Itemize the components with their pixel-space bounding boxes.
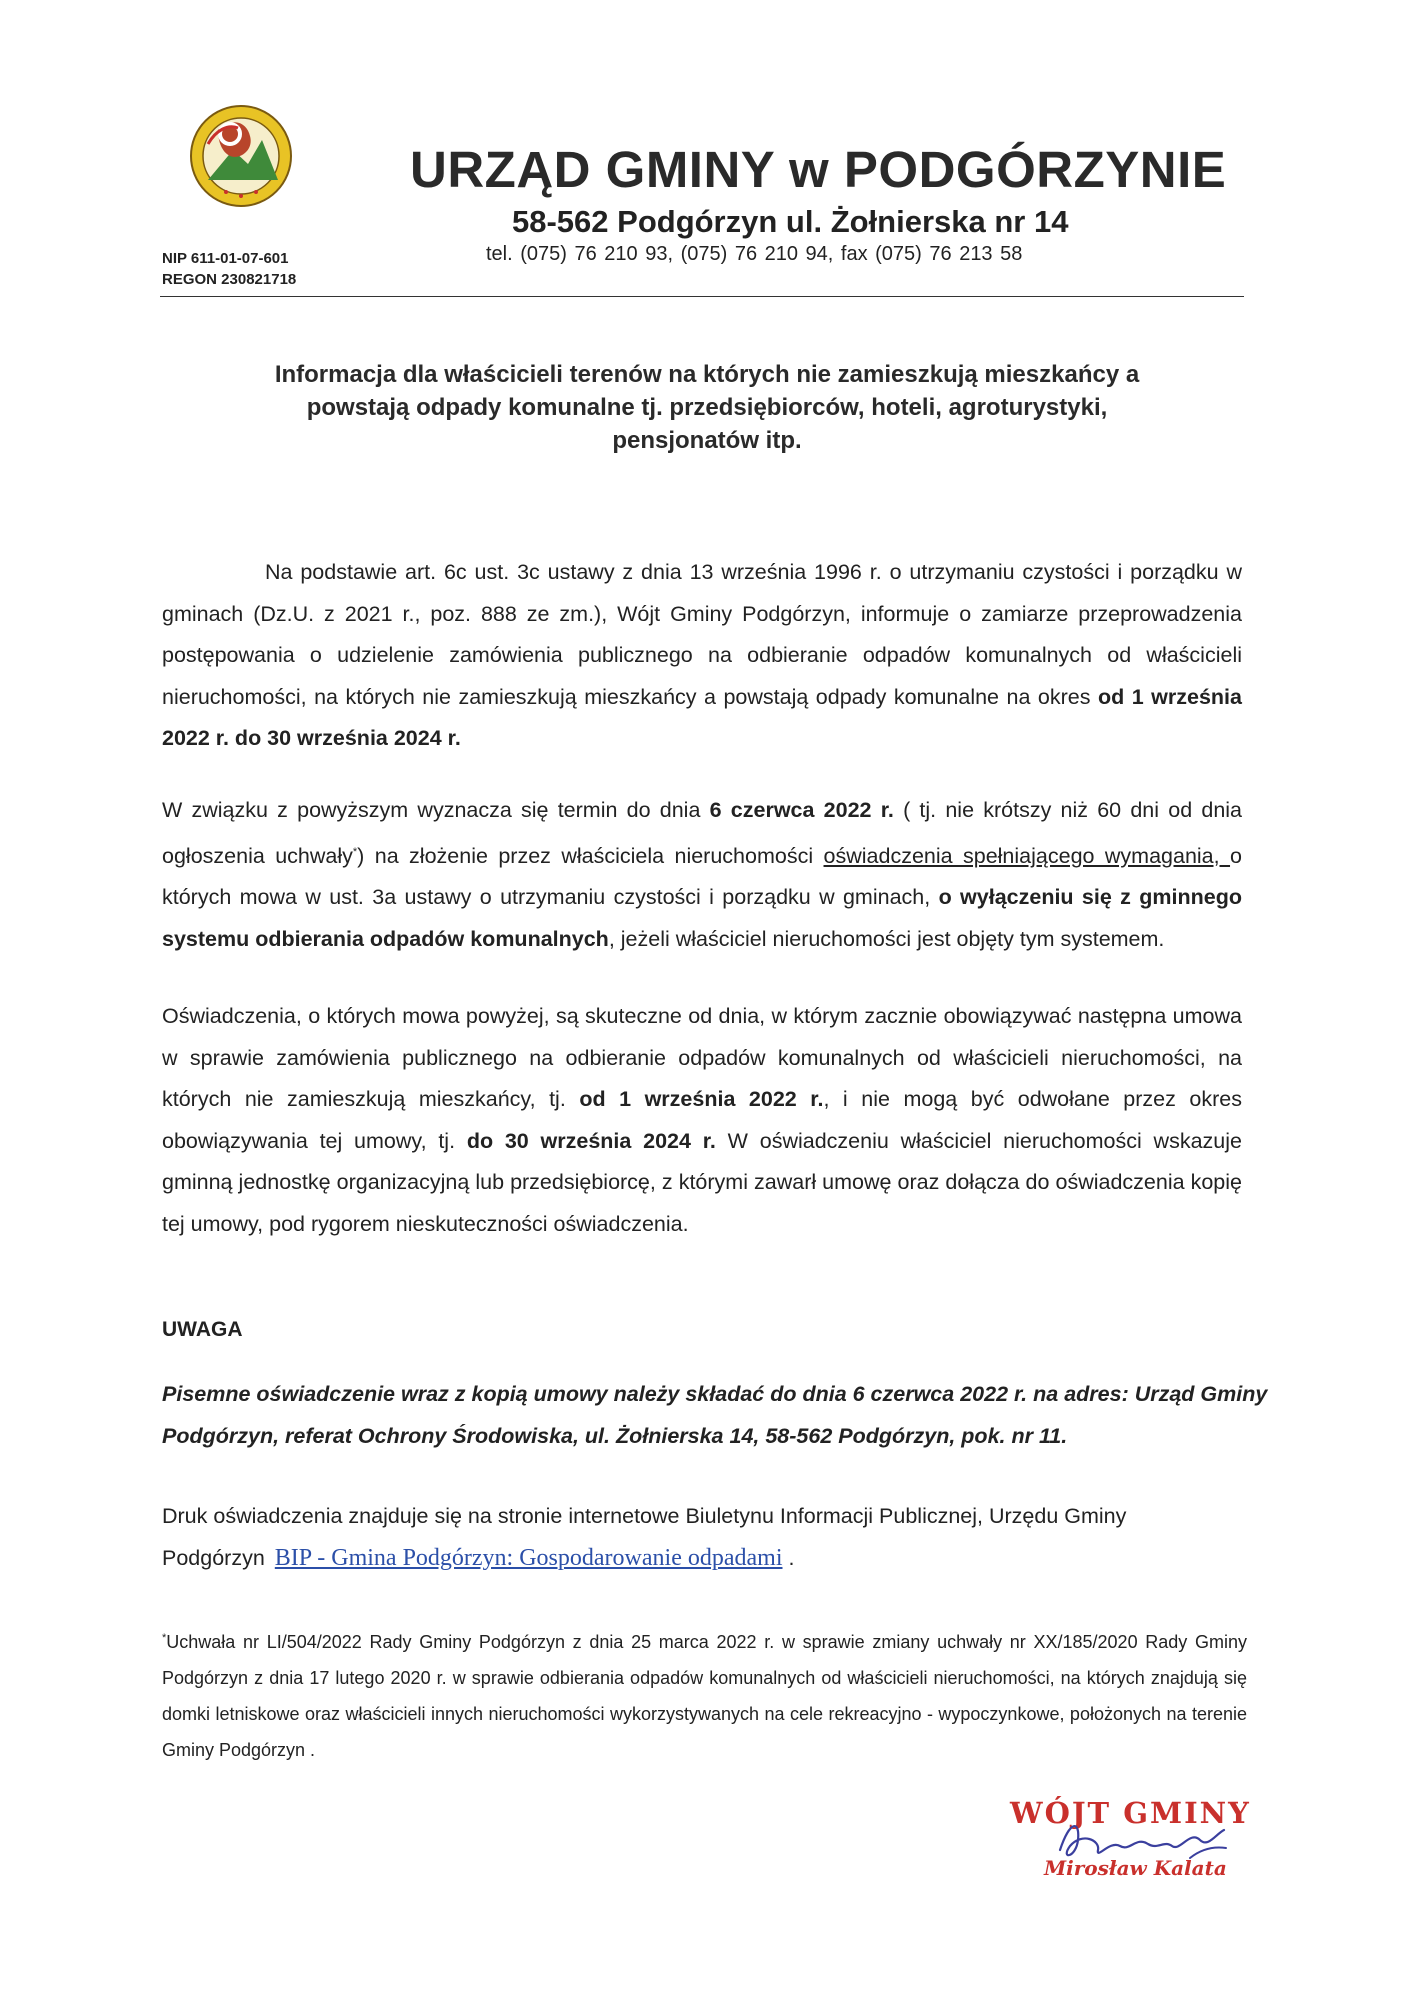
footnote-text: Uchwała nr LI/504/2022 Rady Gminy Podgórzyn z dnia 25 marca 2022 r. w sprawie zmiany uchwały nr XX/185/2020 Rady Gminy Podgórzyn z dnia 17 lutego 2020 r. w sprawie odbierania odpadów komunalnych od właścicieli nieruchomości, na których znajdują się domki letniskowe oraz właścicieli innych nieruchomości wykorzystywanych na cele rekreacyjno - wypoczynkowe, położonych na terenie Gminy Podgórzyn . [162, 1632, 1247, 1760]
office-contacts: tel. (075) 76 210 93, (075) 76 210 94, fax (075) 76 213 58 [486, 243, 1023, 265]
stamp-name: Mirosław Kalata [1044, 1856, 1227, 1880]
paragraph-end: . [788, 1545, 795, 1570]
regon-number: REGON 230821718 [162, 271, 297, 288]
contract-period: od 1 września 2022 r. do 30 września 2024 r. [162, 684, 1242, 750]
footnote [162, 1620, 1247, 1768]
header-divider [160, 296, 1244, 297]
official-stamp [1010, 1796, 1270, 1896]
footnote-marker: * [352, 845, 358, 858]
heading-line: pensjonatów itp. [612, 427, 802, 454]
paragraph-text: ) na złożenie przez właściciela nieruchomości [357, 843, 824, 868]
deadline-date: 6 czerwca 2022 r. [709, 798, 894, 822]
document-heading [140, 358, 1274, 457]
paragraph-text: o których mowa w ust. 3a ustawy o utrzymaniu czystości i porządku w gminach, [162, 843, 1242, 910]
paragraph-text: Oświadczenia, o których mowa powyżej, są skuteczne od dnia, w którym zacznie obowiązywać następna umowa w sprawie zamówienia publicznego na odbieranie odpadów komunalnych od właścicieli nieruchomości, na których nie zamieszkują mieszkańcy, tj. [162, 1004, 1242, 1111]
bip-link[interactable]: BIP - Gmina Podgórzyn: Gospodarowanie odpadami [274, 1544, 783, 1571]
submission-notice: Pisemne oświadczenie wraz z kopią umowy należy składać do dnia 6 czerwca 2022 r. na adres: Urząd Gminy Podgórzyn, referat Ochrony Środowiska, ul. Żołnierska 14, 58-562 Podgórzyn, pok. nr 11. [162, 1382, 1268, 1448]
end-date: do 30 września 2024 r. [466, 1128, 716, 1153]
paragraph-text: Na podstawie art. 6c ust. 3c ustawy z dnia 13 września 1996 r. o utrzymaniu czystości i porządku w gminach (Dz.U. z 2021 r., poz. 888 ze zm.), Wójt Gminy Podgórzyn, informuje o zamiarze przeprowadzenia postępowania o udzielenie zamówienia publicznego na odbieranie odpadów komunalnych od właścicieli nieruchomości, na których nie zamieszkują mieszkańcy a powstają odpady komunalne na okres [162, 560, 1242, 709]
paragraph-text: W oświadczeniu właściciel nieruchomości wskazuje gminną jednostkę organizacyjną lub przedsiębiorcę, z którymi zawarł umowę oraz dołącza do oświadczenia kopię tej umowy, pod rygorem nieskuteczności oświadczenia. [162, 1128, 1242, 1236]
paragraph-text: W związku z powyższym wyznacza się termin do dnia [162, 798, 710, 822]
paragraph-text: Druk oświadczenia znajduje się na stronie internetowe Biuletynu Informacji Publicznej, Urzędu Gminy Podgórzyn [162, 1504, 1127, 1570]
office-address: 58-562 Podgórzyn ul. Żołnierska nr 14 [512, 204, 1069, 239]
underlined-phrase: oświadczenia spełniającego wymagania, [823, 843, 1231, 868]
start-date: od 1 września 2022 r. [579, 1087, 824, 1111]
heading-line: Informacja dla właścicieli terenów na których nie zamieszkują mieszkańcy a [274, 361, 1140, 388]
office-title: URZĄD GMINY w PODGÓRZYNIE [410, 141, 1227, 198]
paragraph-deadline [162, 790, 1242, 960]
form-location-paragraph [162, 1496, 1252, 1579]
nip-number: NIP 611-01-07-601 [162, 250, 289, 267]
paragraph-legal-basis [162, 552, 1242, 760]
paragraph-text: , jeżeli właściciel nieruchomości jest objęty tym systemem. [608, 926, 1165, 951]
paragraph-text: ( tj. nie krótszy niż 60 dni od dnia ogłoszenia uchwały [162, 798, 1243, 868]
podgorzyn-coat-of-arms-icon [188, 100, 294, 212]
footnote-marker: * [162, 1632, 167, 1644]
paragraph-text: , i nie mogą być odwołane przez okres obowiązywania tej umowy, tj. [162, 1087, 1242, 1153]
office-identifiers [162, 248, 296, 290]
bold-phrase: o wyłączeniu się z gminnego systemu odbierania odpadów komunalnych [162, 885, 1242, 951]
stamp-title: WÓJT GMINY [1010, 1796, 1251, 1830]
paragraph-effectiveness [162, 996, 1242, 1245]
attention-heading: UWAGA [162, 1318, 243, 1341]
heading-line: powstają odpady komunalne tj. przedsiębiorców, hoteli, agroturystyki, [306, 394, 1108, 421]
